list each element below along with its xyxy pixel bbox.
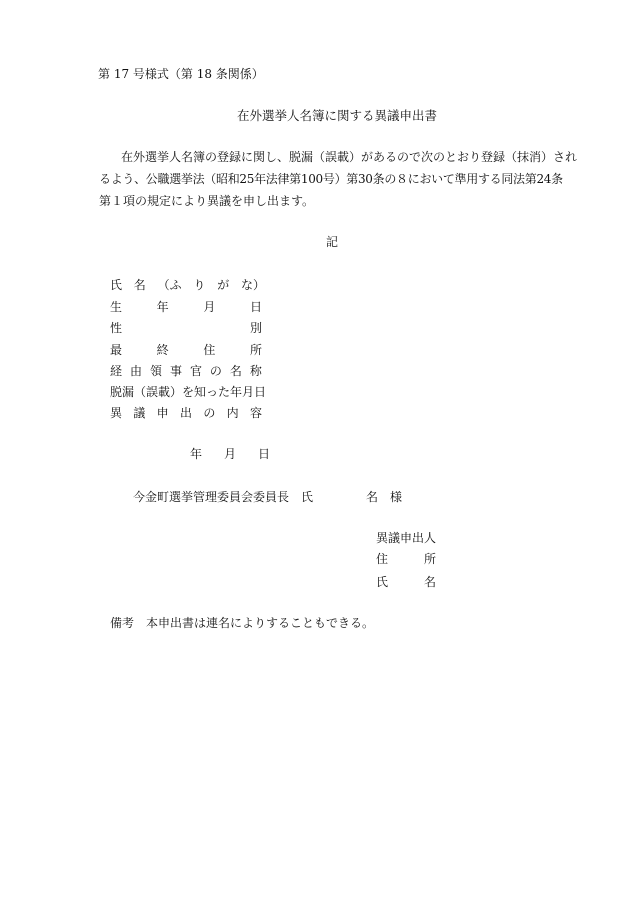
applicant-name-label: 氏 名 [376,575,436,589]
body-line: るよう、公職選挙法（昭和25年法律第100号）第30条の８において準用する同法第24条 [99,172,563,186]
field-objection-content-label: 異 議 申 出 の 内 容 [110,406,262,420]
body-paragraph [99,146,578,212]
date-line: 年 月 日 [190,447,270,461]
applicant-title: 異議申出人 [376,531,437,545]
applicant-address-label: 住 所 [376,552,436,566]
addressee-prefix: 今金町選挙管理委員会委員長 氏 [133,490,314,504]
ki-heading: 記 [326,235,339,249]
field-birth-date-label: 生 年 月 日 [110,300,262,314]
body-line: 在外選挙人名簿の登録に関し、脱漏（誤載）があるので次のとおり登録（抹消）され [121,150,578,164]
field-sex-label: 性 別 [110,321,262,335]
form-number: 第 17 号様式（第 18 条関係） [98,67,264,81]
body-line: 第１項の規定により異議を申し出ます。 [99,194,315,208]
field-known-date-label: 脱漏（誤載）を知った年月日 [110,385,267,399]
addressee-suffix: 名 様 [366,490,403,504]
remarks-note: 備考 本申出書は連名によりすることもできる。 [110,616,375,630]
field-name-label: 氏 名 （ふ り が な） [110,278,265,292]
field-consulate-label: 経 由 領 事 官 の 名 称 [110,364,262,378]
document-title: 在外選挙人名簿に関する異議申出書 [237,108,438,123]
field-last-address-label: 最 終 住 所 [110,343,262,357]
